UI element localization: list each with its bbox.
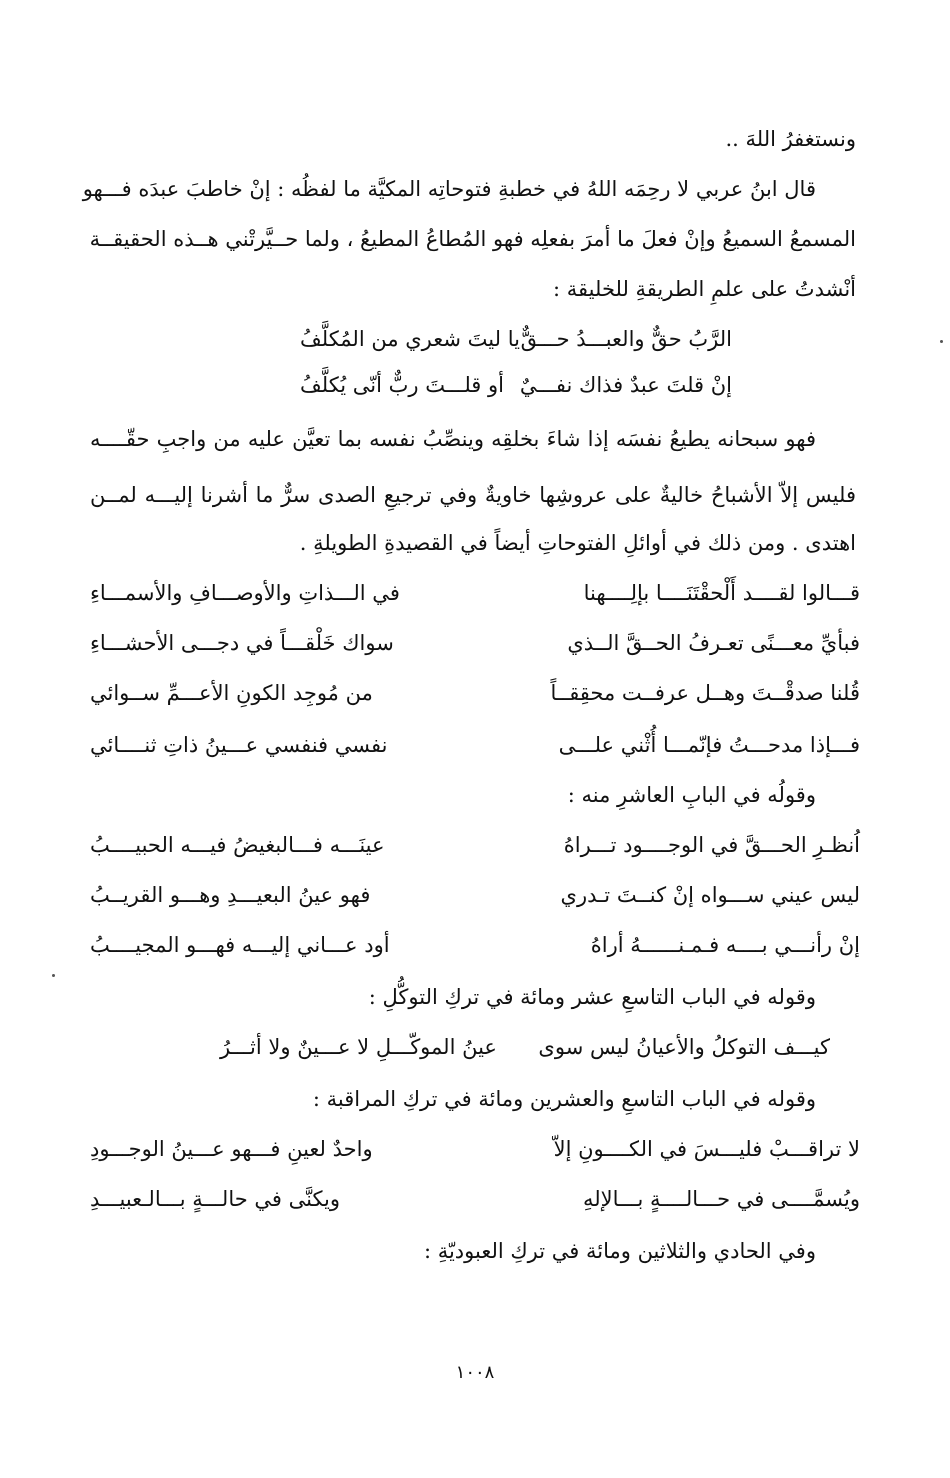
intro-line: وقوله في الباب التاسعِ والعشرين ومائة في تركِ المراقبة : (312, 1087, 816, 1111)
verse-second-hemistich: عينَـــه فـــالبغيضُ فيـــه الحبيــــبُ (90, 833, 385, 857)
paragraph-line: فهو سبحانه يطيعُ نفسَه إذا شاءَ بخلقِه وينصِّبُ نفسه بما تعيَّن عليه من واجبِ حقّــــه (90, 427, 816, 451)
verse (90, 628, 860, 658)
verse (90, 578, 860, 608)
verse (90, 1134, 860, 1164)
verse-second-hemistich: فهو عينُ البعيـــدِ وهـــو القريــبُ (90, 883, 371, 907)
verse-first-hemistich: فبأيِّ معـــنًى تعـرفُ الحــقَّ الــذي (567, 631, 860, 655)
paragraph-line: اهتدى . ومن ذلك في أوائلِ الفتوحاتِ أيضاً في القصيدةِ الطويلةِ . (299, 531, 856, 555)
verse (90, 730, 860, 760)
verse-second-hemistich: أود عـــاني إليـــه فهـــو المجيــــبُ (90, 933, 390, 957)
verse-first-hemistich: ليس عيني ســـواه إنْ كنــتَ تـدري (560, 883, 860, 907)
verse (90, 678, 860, 708)
paragraph-line: قال ابنُ عربي لا رحِمَه اللهُ في خطبةِ فتوحاتِه المكيَّة ما لفظُه : إنْ خاطبَ عبدَه فـــهو (82, 177, 816, 201)
verse (90, 324, 860, 354)
verse (90, 1032, 860, 1062)
intro-line: وقولُه في البابِ العاشرِ منه : (567, 783, 816, 807)
scan-speck (940, 340, 943, 343)
verse-first-hemistich: إنْ رأنـــي بــــه فـمـنــــــهُ أراهُ (590, 933, 860, 957)
verse (90, 880, 860, 910)
verse (90, 830, 860, 860)
verse-second-hemistich: في الـــذاتِ والأوصـــافِ والأسمـــاءِ (90, 581, 400, 605)
paragraph-line: فليس إلاّ الأشباحُ خاليةٌ على عروشِها خاويةٌ وفي ترجيعِ الصدى سرٌّ ما أشرنا إليـــه لمــن (90, 483, 856, 507)
verse (90, 1184, 860, 1214)
text-line: ونستغفرُ اللهَ .. (725, 127, 856, 151)
verse (90, 930, 860, 960)
paragraph-line: أنْشدتُ على علمِ الطريقةِ للخليقة : (553, 277, 856, 301)
verse-second-hemistich: عينُ الموكّـــلِ لا عـــينٌ ولا أثـــرُ (220, 1035, 497, 1059)
verse-second-hemistich: سواك خَلْقـــاً في دجـــى الأحشـــاءِ (90, 631, 394, 655)
paragraph-line: المسمعُ السميعُ وإنْ فعلَ ما أمرَ بفعلِه فهو المُطاعُ المطيعُ ، ولما حــيَّرتْني هــذه الحقيقــة (89, 227, 856, 251)
verse-second-hemistich: نفسي فنفسي عـــينُ ذاتِ ثنــــائي (90, 733, 388, 757)
verse (90, 370, 860, 400)
intro-line: وفي الحادي والثلاثين ومائة في تركِ العبوديّةِ : (423, 1239, 816, 1263)
verse-first-hemistich: قُلنا صدقْــتَ وهــل عرفــت محقِقــاً (550, 681, 860, 705)
intro-line: وقوله في الباب التاسعِ عشر ومائة في تركِ التوكُّلِ : (368, 985, 816, 1009)
verse-second-hemistich: أو قلـــتَ ربٌّ أنّى يُكلَّفُ (300, 373, 504, 397)
scan-speck (52, 974, 55, 977)
verse-second-hemistich: من مُوجِد الكونِ الأعـــمِّ ســوائي (90, 681, 373, 705)
verse-first-hemistich: اُنظـرِ الحـــقَّ في الوجــــود تـــراهُ (563, 833, 860, 857)
verse-first-hemistich: ويُسمَّــــى في حـــالــــةٍ بـــالإلهِ (583, 1187, 860, 1211)
verse-first-hemistich: الرَّبُ حقٌّ والعبـــدُ حـــقٌّ (520, 327, 732, 351)
verse-first-hemistich: قـــالوا لقــــد أَلْحقْتَنَــــا بإلِــــهنا (583, 581, 860, 605)
verse-second-hemistich: يا ليتَ شعري من المُكلَّفُ (300, 327, 520, 351)
verse-first-hemistich: كيـــف التوكلُ والأعيانُ ليس سوى (538, 1035, 830, 1059)
verse-second-hemistich: ويكنَّى في حالـــةٍ بـــالـعبيـــدِ (90, 1187, 341, 1211)
verse-first-hemistich: إنْ قلتَ عبدٌ فذاك نفـــيٌ (519, 373, 732, 397)
verse-first-hemistich: لا تراقـــبْ فليـــسَ في الكــــونِ إلاّ (553, 1137, 860, 1161)
verse-first-hemistich: فـــإذا مدحـــتُ فإنّمـــا أُثْني علـــى (558, 733, 860, 757)
page-number: ١٠٠٨ (455, 1362, 495, 1383)
verse-second-hemistich: واحدٌ لعينِ فـــهو عـــينُ الوجـــودِ (90, 1137, 373, 1161)
